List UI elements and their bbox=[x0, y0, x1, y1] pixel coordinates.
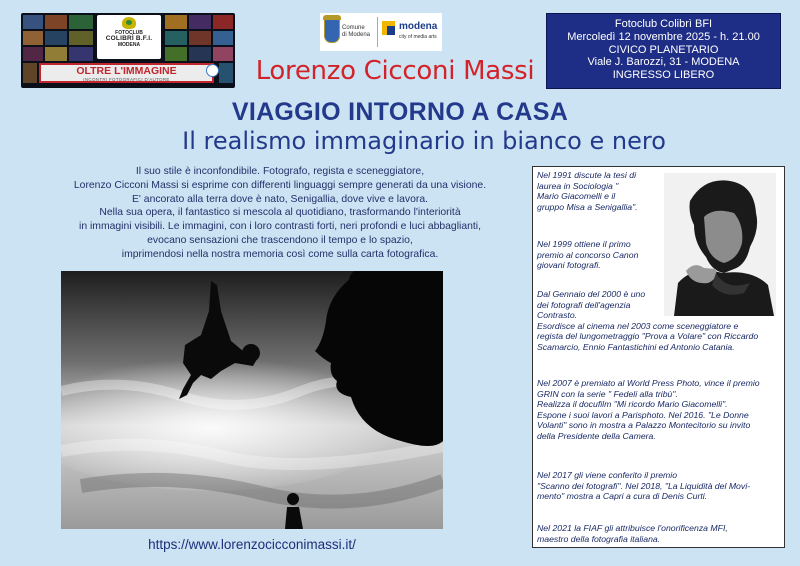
bio-line: giovani fotografi. bbox=[537, 260, 601, 271]
logo-divider bbox=[377, 17, 378, 47]
bio-line: Esordisce al cinema nel 2003 come sceneggiatore e bbox=[537, 320, 739, 331]
website-link[interactable]: https://www.lorenzocicconimassi.it/ bbox=[148, 537, 356, 552]
event-entry: INGRESSO LIBERO bbox=[612, 69, 715, 82]
bio-line: Scamarcio, Ennio Fantastichini ed Antonio Catania. bbox=[537, 341, 735, 352]
bio-line: "Scanno dei fotografi". Nel 2018, "La Liquidità del Movi- bbox=[537, 480, 751, 491]
intro-paragraph bbox=[20, 165, 540, 262]
bio-paragraph-1 bbox=[537, 170, 638, 212]
bio-line: Mario Giacomelli e il bbox=[537, 191, 616, 202]
bio-line: Realizza il docufilm "Mi ricordo Mario Giacomelli". bbox=[537, 399, 728, 410]
comune-crest-icon bbox=[324, 19, 340, 43]
comune-text bbox=[342, 25, 370, 39]
intro-line: evocano sensazioni che trascendono il tempo e lo spazio, bbox=[147, 234, 413, 246]
bio-line: GRIN con la serie " Fedeli alla tribù". bbox=[537, 388, 678, 399]
modena-logo-icon bbox=[382, 21, 395, 35]
intro-line: in immagini visibili. Le immagini, con i loro contrasti forti, neri profondi e luci abbaglianti, bbox=[79, 221, 481, 233]
bio-line: Nel 1999 ottiene il primo bbox=[537, 239, 631, 249]
bio-line: Nel 2021 la FIAF gli attribuisce l'onorificenza MFI, bbox=[537, 523, 728, 533]
exhibition-title: VIAGGIO INTORNO A CASA bbox=[231, 98, 569, 126]
bio-line: della Presidente della Camera. bbox=[537, 430, 656, 441]
bio-line: regista del lungometraggio "Prova a Volare" con Riccardo bbox=[537, 331, 759, 342]
logo-banner-title: OLTRE L'IMMAGINE bbox=[76, 65, 177, 77]
oltre-l-immagine-logo bbox=[21, 13, 235, 88]
artist-name: Lorenzo Cicconi Massi bbox=[255, 56, 535, 86]
bio-paragraph-6 bbox=[537, 523, 728, 544]
event-address: Viale J. Barozzi, 31 - MODENA bbox=[587, 56, 740, 69]
logo-club-city: MODENA bbox=[117, 42, 141, 48]
intro-line: E' ancorato alla terra dove è nato, Senigallia, dove vive e lavora. bbox=[132, 193, 428, 205]
biography-box bbox=[532, 166, 785, 548]
bio-line: Volanti" sono in mostra a Palazzo Montecitorio su invito bbox=[537, 420, 751, 431]
intro-line: imprimendosi nella nostra memoria così come sulla carta fotografica. bbox=[121, 248, 439, 260]
logo-club-name: COLIBRÌ B.F.I. bbox=[105, 35, 153, 42]
bio-paragraph-5 bbox=[537, 470, 750, 502]
event-venue: CIVICO PLANETARIO bbox=[608, 43, 719, 56]
intro-line: Il suo stile è inconfondibile. Fotografo, regista e sceneggiatore, bbox=[135, 166, 425, 177]
bio-line: Contrasto. bbox=[537, 310, 578, 321]
fiaf-badge-icon bbox=[206, 64, 219, 77]
logo-banner-subtitle: INCONTRI FOTOGRAFICI D'AUTORE bbox=[83, 77, 170, 82]
featured-photograph bbox=[61, 271, 443, 529]
bio-line: Dal Gennaio del 2000 è uno bbox=[537, 289, 646, 299]
bio-line: gruppo Misa a Senigallia". bbox=[537, 201, 638, 212]
bio-line: dei fotografi dell'agenzia bbox=[537, 299, 631, 310]
comune-line-2: di Modena bbox=[342, 32, 371, 38]
logo-club-small: FOTOCLUB bbox=[115, 30, 143, 36]
bio-line: maestro della fotografia italiana. bbox=[537, 533, 661, 544]
bio-line: Nel 2017 gli viene conferito il premio bbox=[537, 470, 678, 480]
modena-name: modena bbox=[399, 21, 438, 32]
event-date: Mercoledì 12 novembre 2025 - h. 21.00 bbox=[567, 30, 760, 43]
colibri-bird-icon bbox=[122, 17, 136, 29]
event-info-box bbox=[546, 13, 781, 89]
bio-line: laurea in Sociologia " bbox=[537, 180, 619, 191]
bio-paragraph-4 bbox=[537, 378, 760, 442]
comune-line-1: Comune bbox=[342, 25, 365, 31]
bio-line: Espone i suoi lavori a Parisphoto. Nel 2016. "Le Donne bbox=[537, 409, 749, 420]
bio-paragraph-3 bbox=[537, 289, 758, 353]
bio-paragraph-2 bbox=[537, 239, 638, 271]
intro-line: Lorenzo Cicconi Massi si esprime con differenti linguaggi sempre generati da una visione. bbox=[73, 179, 487, 191]
sponsor-logos bbox=[320, 13, 442, 51]
fotoclub-emblem bbox=[97, 15, 161, 59]
bio-line: Nel 2007 è premiato al World Press Photo, vince il premio bbox=[537, 378, 760, 388]
intro-line: Nella sua opera, il fantastico si mescola al quotidiano, trasformando l'interiorità bbox=[99, 207, 461, 219]
bio-line: premio al concorso Canon bbox=[537, 249, 639, 260]
modena-subtitle: city of media arts bbox=[399, 34, 437, 40]
event-organizer: Fotoclub Colibrì BFI bbox=[614, 18, 713, 30]
bio-line: Nel 1991 discute la tesi di bbox=[537, 170, 636, 180]
bio-line: mento" mostra a Capri a cura di Denis Curti. bbox=[537, 491, 708, 502]
logo-banner bbox=[39, 63, 214, 83]
exhibition-subtitle: Il realismo immaginario in bianco e nero bbox=[182, 127, 666, 155]
